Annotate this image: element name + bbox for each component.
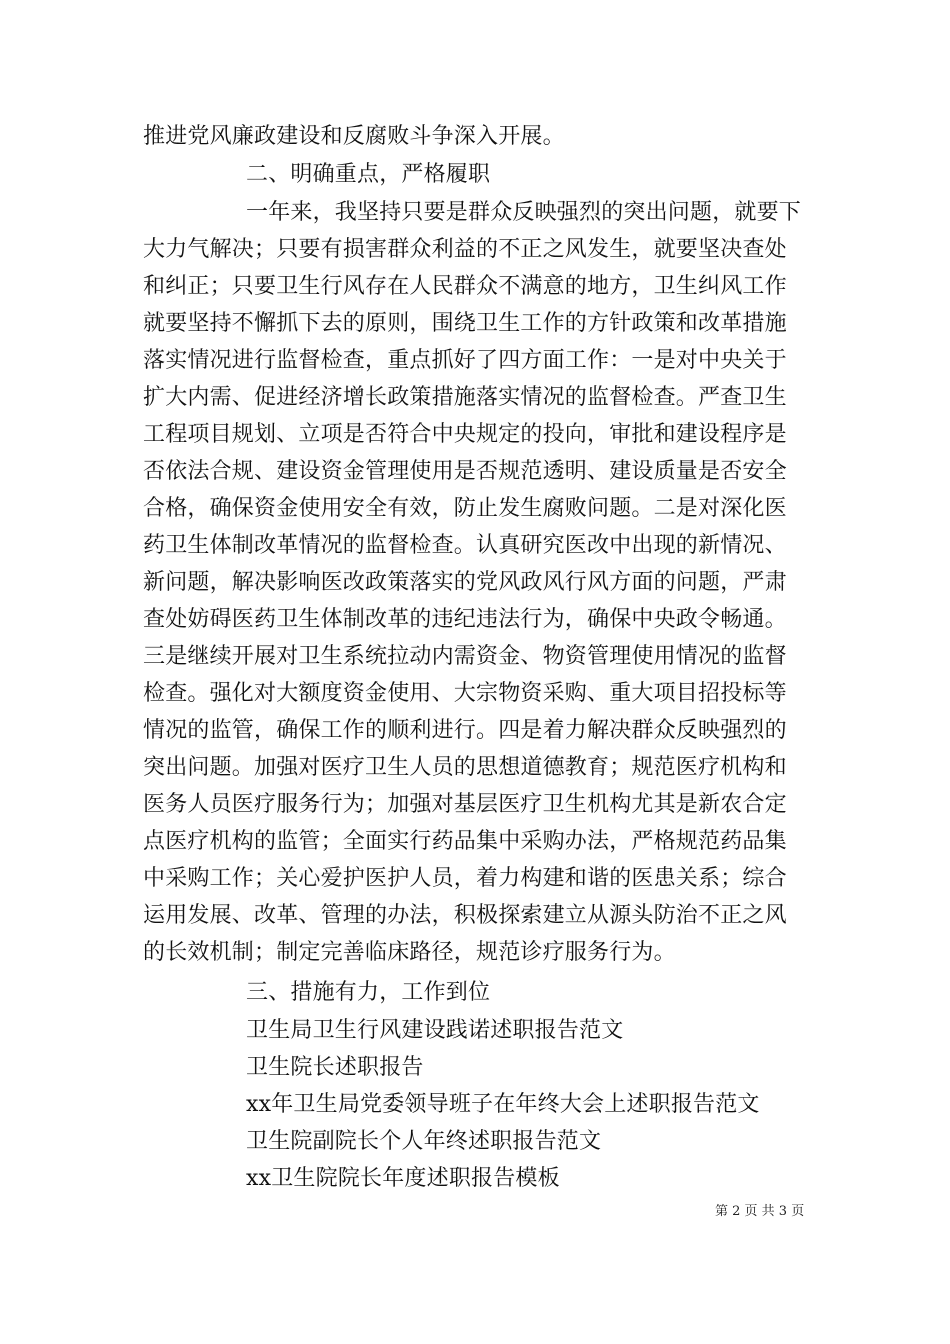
- body-line: 就要坚持不懈抓下去的原则，围绕卫生工作的方针政策和改革措施: [143, 311, 787, 336]
- body-line: 合格，确保资金使用安全有效，防止发生腐败问题。二是对深化医: [143, 496, 787, 521]
- section-heading-3: 三、措施有力，工作到位: [246, 980, 491, 1005]
- body-line: 情况的监管，确保工作的顺利进行。四是着力解决群众反映强烈的: [143, 718, 787, 743]
- body-line: 查处妨碍医药卫生体制改革的违纪违法行为，确保中央政令畅通。: [143, 607, 787, 632]
- body-line: 新问题，解决影响医改政策落实的党风政风行风方面的问题，严肃: [143, 570, 787, 595]
- body-line: 一年来，我坚持只要是群众反映强烈的突出问题，就要下: [246, 200, 802, 225]
- body-line: 和纠正；只要卫生行风存在人民群众不满意的地方，卫生纠风工作: [143, 274, 787, 299]
- body-line: 检查。强化对大额度资金使用、大宗物资采购、重大项目招投标等: [143, 681, 787, 706]
- body-line: 医务人员医疗服务行为；加强对基层医疗卫生机构尤其是新农合定: [143, 792, 787, 817]
- related-link[interactable]: 卫生局卫生行风建设践诺述职报告范文: [246, 1018, 624, 1043]
- body-line: 大力气解决；只要有损害群众利益的不正之风发生，就要坚决查处: [143, 237, 787, 262]
- body-line: 否依法合规、建设资金管理使用是否规范透明、建设质量是否安全: [143, 459, 787, 484]
- body-line: 中采购工作；关心爱护医护人员，着力构建和谐的医患关系；综合: [143, 866, 787, 891]
- body-line: 运用发展、改革、管理的办法，积极探索建立从源头防治不正之风: [143, 903, 787, 928]
- body-line: 三是继续开展对卫生系统拉动内需资金、物资管理使用情况的监督: [143, 644, 787, 669]
- related-link[interactable]: xx卫生院院长年度述职报告模板: [246, 1166, 560, 1191]
- body-line: 药卫生体制改革情况的监督检查。认真研究医改中出现的新情况、: [143, 533, 787, 558]
- section-heading-2: 二、明确重点，严格履职: [246, 162, 491, 187]
- page-number-footer: 第 2 页 共 3 页: [715, 1204, 805, 1219]
- body-line: 工程项目规划、立项是否符合中央规定的投向，审批和建设程序是: [143, 422, 787, 447]
- body-line: 点医疗机构的监管；全面实行药品集中采购办法，严格规范药品集: [143, 829, 787, 854]
- body-line: 突出问题。加强对医疗卫生人员的思想道德教育；规范医疗机构和: [143, 755, 787, 780]
- body-line: 落实情况进行监督检查，重点抓好了四方面工作：一是对中央关于: [143, 348, 787, 373]
- paragraph-continuation: 推进党风廉政建设和反腐败斗争深入开展。: [143, 124, 565, 149]
- body-line: 扩大内需、促进经济增长政策措施落实情况的监督检查。严查卫生: [143, 385, 787, 410]
- body-line: 的长效机制；制定完善临床路径，规范诊疗服务行为。: [143, 940, 676, 965]
- related-link[interactable]: 卫生院副院长个人年终述职报告范文: [246, 1129, 602, 1154]
- related-link[interactable]: 卫生院长述职报告: [246, 1055, 424, 1080]
- related-link[interactable]: xx年卫生局党委领导班子在年终大会上述职报告范文: [246, 1092, 760, 1117]
